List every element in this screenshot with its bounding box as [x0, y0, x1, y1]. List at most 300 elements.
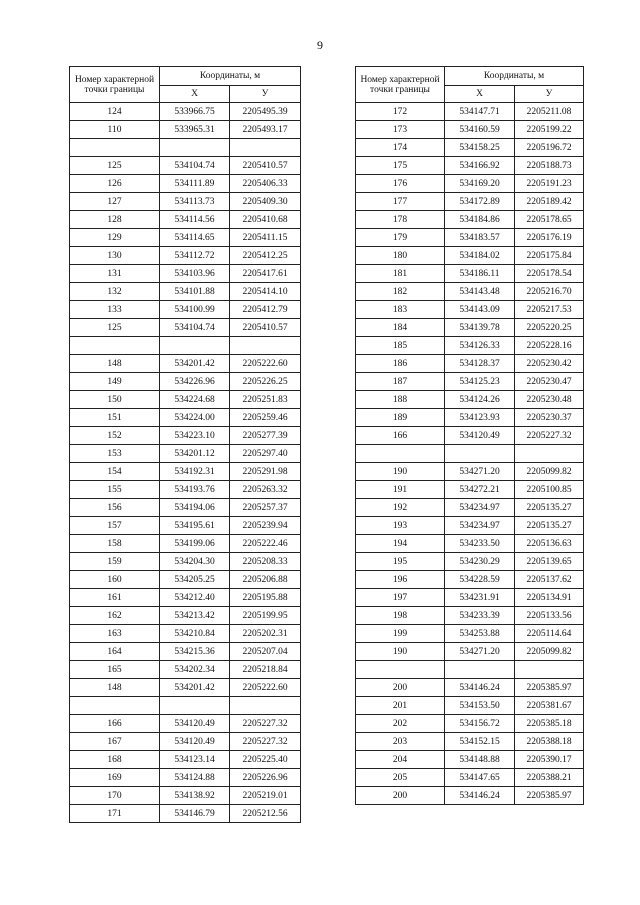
y-coordinate-cell: 2205388.21 — [515, 769, 584, 787]
y-coordinate-cell: 2205220.25 — [515, 319, 584, 337]
y-coordinate-cell: 2205176.19 — [515, 229, 584, 247]
point-number-cell: 131 — [70, 265, 160, 283]
table-row — [356, 193, 584, 211]
point-number-cell: 148 — [70, 679, 160, 697]
table-row — [70, 715, 301, 733]
y-coordinate-cell: 2205202.31 — [230, 625, 301, 643]
table-row — [70, 193, 301, 211]
point-number-cell: 192 — [356, 499, 445, 517]
y-coordinate-cell: 2205207.04 — [230, 643, 301, 661]
table-row — [70, 535, 301, 553]
table-body-right — [356, 103, 584, 805]
point-number-cell: 166 — [70, 715, 160, 733]
point-number-cell: 194 — [356, 535, 445, 553]
table-row — [70, 499, 301, 517]
y-coordinate-cell: 2205222.60 — [230, 355, 301, 373]
table-row — [356, 229, 584, 247]
y-coordinate-cell: 2205227.32 — [230, 715, 301, 733]
x-coordinate-cell: 534186.11 — [445, 265, 515, 283]
point-number-cell: 153 — [70, 445, 160, 463]
table-row — [356, 247, 584, 265]
table-row — [70, 391, 301, 409]
x-coordinate-cell: 534233.39 — [445, 607, 515, 625]
point-number-cell: 191 — [356, 481, 445, 499]
table-row — [356, 697, 584, 715]
x-coordinate-cell: 534201.12 — [160, 445, 230, 463]
x-coordinate-cell: 534143.48 — [445, 283, 515, 301]
point-number-cell: 187 — [356, 373, 445, 391]
y-coordinate-cell: 2205381.67 — [515, 697, 584, 715]
x-coordinate-cell: 534146.79 — [160, 805, 230, 823]
table-row — [356, 499, 584, 517]
table-row — [70, 463, 301, 481]
table-row — [70, 661, 301, 679]
point-number-cell: 190 — [356, 463, 445, 481]
y-coordinate-cell: 2205239.94 — [230, 517, 301, 535]
x-coordinate-cell: 534212.40 — [160, 589, 230, 607]
point-number-cell: 204 — [356, 751, 445, 769]
x-coordinate-cell: 534192.31 — [160, 463, 230, 481]
y-coordinate-cell: 2205139.65 — [515, 553, 584, 571]
point-number-cell: 201 — [356, 697, 445, 715]
y-coordinate-cell: 2205211.08 — [515, 103, 584, 121]
y-coordinate-cell: 2205175.84 — [515, 247, 584, 265]
table-row — [70, 103, 301, 121]
x-coordinate-cell: 534114.56 — [160, 211, 230, 229]
point-number-cell: 154 — [70, 463, 160, 481]
y-coordinate-cell: 2205257.37 — [230, 499, 301, 517]
x-coordinate-cell: 534199.06 — [160, 535, 230, 553]
y-coordinate-cell: 2205263.32 — [230, 481, 301, 499]
y-coordinate-cell: 2205414.10 — [230, 283, 301, 301]
x-coordinate-cell: 534146.24 — [445, 787, 515, 805]
y-coordinate-cell: 2205406.33 — [230, 175, 301, 193]
point-number-cell: 126 — [70, 175, 160, 193]
x-coordinate-cell: 534160.59 — [445, 121, 515, 139]
table-row — [70, 229, 301, 247]
point-number-cell: 151 — [70, 409, 160, 427]
y-coordinate-cell: 2205188.73 — [515, 157, 584, 175]
point-number-cell: 198 — [356, 607, 445, 625]
table-row — [356, 607, 584, 625]
point-number-cell: 168 — [70, 751, 160, 769]
y-coordinate-cell: 2205417.61 — [230, 265, 301, 283]
table-row — [356, 283, 584, 301]
x-coordinate-cell: 534166.92 — [445, 157, 515, 175]
x-coordinate-cell: 534223.10 — [160, 427, 230, 445]
table-row — [70, 553, 301, 571]
y-coordinate-cell: 2205385.97 — [515, 787, 584, 805]
table-row — [356, 139, 584, 157]
header-coordinates: Координаты, м — [160, 67, 301, 86]
table-row — [70, 787, 301, 805]
point-number-cell: 149 — [70, 373, 160, 391]
point-number-cell: 189 — [356, 409, 445, 427]
table-body-left — [70, 103, 301, 823]
table-row — [356, 733, 584, 751]
header-y: У — [230, 86, 301, 103]
y-coordinate-cell: 2205412.25 — [230, 247, 301, 265]
y-coordinate-cell: 2205191.23 — [515, 175, 584, 193]
x-coordinate-cell: 534231.91 — [445, 589, 515, 607]
point-number-cell: 195 — [356, 553, 445, 571]
x-coordinate-cell: 534205.25 — [160, 571, 230, 589]
x-coordinate-cell: 534158.25 — [445, 139, 515, 157]
point-number-cell: 163 — [70, 625, 160, 643]
point-number-cell — [70, 139, 160, 157]
y-coordinate-cell: 2205100.85 — [515, 481, 584, 499]
y-coordinate-cell: 2205114.64 — [515, 625, 584, 643]
x-coordinate-cell — [445, 445, 515, 463]
x-coordinate-cell: 534230.29 — [445, 553, 515, 571]
x-coordinate-cell: 534124.88 — [160, 769, 230, 787]
table-row — [356, 391, 584, 409]
y-coordinate-cell — [230, 697, 301, 715]
point-number-cell: 197 — [356, 589, 445, 607]
y-coordinate-cell: 2205219.01 — [230, 787, 301, 805]
x-coordinate-cell: 534123.93 — [445, 409, 515, 427]
point-number-cell: 188 — [356, 391, 445, 409]
point-number-cell: 173 — [356, 121, 445, 139]
x-coordinate-cell: 534224.00 — [160, 409, 230, 427]
point-number-cell: 181 — [356, 265, 445, 283]
table-row — [70, 319, 301, 337]
point-number-cell: 170 — [70, 787, 160, 805]
point-number-cell: 164 — [70, 643, 160, 661]
y-coordinate-cell: 2205134.91 — [515, 589, 584, 607]
table-row — [70, 571, 301, 589]
x-coordinate-cell: 534146.24 — [445, 679, 515, 697]
y-coordinate-cell: 2205388.18 — [515, 733, 584, 751]
y-coordinate-cell: 2205385.97 — [515, 679, 584, 697]
x-coordinate-cell: 534104.74 — [160, 157, 230, 175]
point-number-cell: 156 — [70, 499, 160, 517]
table-row — [356, 517, 584, 535]
y-coordinate-cell: 2205230.37 — [515, 409, 584, 427]
point-number-cell: 172 — [356, 103, 445, 121]
y-coordinate-cell: 2205230.48 — [515, 391, 584, 409]
y-coordinate-cell — [515, 445, 584, 463]
table-row — [356, 211, 584, 229]
x-coordinate-cell: 534123.14 — [160, 751, 230, 769]
point-number-cell: 167 — [70, 733, 160, 751]
table-row — [356, 445, 584, 463]
y-coordinate-cell: 2205410.68 — [230, 211, 301, 229]
y-coordinate-cell: 2205226.96 — [230, 769, 301, 787]
x-coordinate-cell — [160, 337, 230, 355]
table-row — [356, 337, 584, 355]
table-row — [356, 175, 584, 193]
x-coordinate-cell: 534234.97 — [445, 499, 515, 517]
x-coordinate-cell — [160, 139, 230, 157]
y-coordinate-cell: 2205137.62 — [515, 571, 584, 589]
x-coordinate-cell: 534224.68 — [160, 391, 230, 409]
y-coordinate-cell — [515, 661, 584, 679]
table-row — [356, 571, 584, 589]
y-coordinate-cell: 2205409.30 — [230, 193, 301, 211]
table-row — [70, 733, 301, 751]
x-coordinate-cell — [160, 697, 230, 715]
point-number-cell: 125 — [70, 157, 160, 175]
point-number-cell: 128 — [70, 211, 160, 229]
point-number-cell: 129 — [70, 229, 160, 247]
x-coordinate-cell: 534124.26 — [445, 391, 515, 409]
y-coordinate-cell: 2205291.98 — [230, 463, 301, 481]
table-row — [356, 643, 584, 661]
x-coordinate-cell: 534103.96 — [160, 265, 230, 283]
x-coordinate-cell — [445, 661, 515, 679]
y-coordinate-cell: 2205297.40 — [230, 445, 301, 463]
header-y: У — [515, 86, 584, 103]
table-row — [356, 319, 584, 337]
table-row — [356, 751, 584, 769]
x-coordinate-cell: 534213.42 — [160, 607, 230, 625]
coordinates-table-right — [355, 66, 584, 805]
y-coordinate-cell: 2205226.25 — [230, 373, 301, 391]
x-coordinate-cell: 534153.50 — [445, 697, 515, 715]
y-coordinate-cell: 2205178.54 — [515, 265, 584, 283]
y-coordinate-cell: 2205196.72 — [515, 139, 584, 157]
point-number-cell: 205 — [356, 769, 445, 787]
point-number-cell: 185 — [356, 337, 445, 355]
point-number-cell: 175 — [356, 157, 445, 175]
y-coordinate-cell: 2205259.46 — [230, 409, 301, 427]
y-coordinate-cell: 2205412.79 — [230, 301, 301, 319]
point-number-cell: 169 — [70, 769, 160, 787]
x-coordinate-cell: 534120.49 — [160, 733, 230, 751]
table-row — [356, 373, 584, 391]
coordinates-table-left — [69, 66, 301, 823]
y-coordinate-cell: 2205208.33 — [230, 553, 301, 571]
x-coordinate-cell: 534253.88 — [445, 625, 515, 643]
table-row — [70, 247, 301, 265]
x-coordinate-cell: 534210.84 — [160, 625, 230, 643]
point-number-cell: 199 — [356, 625, 445, 643]
point-number-cell: 196 — [356, 571, 445, 589]
table-row — [356, 265, 584, 283]
x-coordinate-cell: 534143.09 — [445, 301, 515, 319]
point-number-cell: 127 — [70, 193, 160, 211]
point-number-cell: 193 — [356, 517, 445, 535]
table-row — [70, 373, 301, 391]
x-coordinate-cell: 534112.72 — [160, 247, 230, 265]
point-number-cell: 179 — [356, 229, 445, 247]
x-coordinate-cell: 534184.02 — [445, 247, 515, 265]
x-coordinate-cell: 533966.75 — [160, 103, 230, 121]
point-number-cell: 152 — [70, 427, 160, 445]
y-coordinate-cell: 2205212.56 — [230, 805, 301, 823]
point-number-cell: 162 — [70, 607, 160, 625]
table-row — [70, 769, 301, 787]
table-row — [70, 481, 301, 499]
point-number-cell: 130 — [70, 247, 160, 265]
point-number-cell: 148 — [70, 355, 160, 373]
x-coordinate-cell: 534172.89 — [445, 193, 515, 211]
x-coordinate-cell: 534148.88 — [445, 751, 515, 769]
table-row — [70, 265, 301, 283]
point-number-cell: 200 — [356, 787, 445, 805]
point-number-cell: 176 — [356, 175, 445, 193]
point-number-cell: 203 — [356, 733, 445, 751]
point-number-cell: 202 — [356, 715, 445, 733]
point-number-cell — [356, 661, 445, 679]
y-coordinate-cell: 2205189.42 — [515, 193, 584, 211]
table-row — [70, 607, 301, 625]
point-number-cell: 182 — [356, 283, 445, 301]
y-coordinate-cell: 2205199.22 — [515, 121, 584, 139]
table-row — [70, 337, 301, 355]
table-row — [356, 409, 584, 427]
y-coordinate-cell: 2205135.27 — [515, 517, 584, 535]
y-coordinate-cell: 2205251.83 — [230, 391, 301, 409]
table-row — [70, 517, 301, 535]
y-coordinate-cell: 2205222.60 — [230, 679, 301, 697]
table-row — [356, 715, 584, 733]
point-number-cell: 178 — [356, 211, 445, 229]
x-coordinate-cell: 534233.50 — [445, 535, 515, 553]
x-coordinate-cell: 534126.33 — [445, 337, 515, 355]
x-coordinate-cell: 534201.42 — [160, 355, 230, 373]
x-coordinate-cell: 534234.97 — [445, 517, 515, 535]
point-number-cell: 125 — [70, 319, 160, 337]
header-coordinates: Координаты, м — [445, 67, 584, 86]
table-row — [70, 625, 301, 643]
header-x: X — [445, 86, 515, 103]
x-coordinate-cell: 534183.57 — [445, 229, 515, 247]
table-row — [70, 805, 301, 823]
table-row — [70, 427, 301, 445]
y-coordinate-cell: 2205216.70 — [515, 283, 584, 301]
table-row — [70, 283, 301, 301]
table-row — [356, 679, 584, 697]
x-coordinate-cell: 534104.74 — [160, 319, 230, 337]
y-coordinate-cell: 2205178.65 — [515, 211, 584, 229]
point-number-cell: 110 — [70, 121, 160, 139]
point-number-cell: 166 — [356, 427, 445, 445]
y-coordinate-cell: 2205217.53 — [515, 301, 584, 319]
point-number-cell: 184 — [356, 319, 445, 337]
x-coordinate-cell: 534228.59 — [445, 571, 515, 589]
point-number-cell: 124 — [70, 103, 160, 121]
table-row — [70, 211, 301, 229]
x-coordinate-cell: 534272.21 — [445, 481, 515, 499]
y-coordinate-cell: 2205411.15 — [230, 229, 301, 247]
x-coordinate-cell: 534120.49 — [445, 427, 515, 445]
x-coordinate-cell: 534204.30 — [160, 553, 230, 571]
x-coordinate-cell: 534195.61 — [160, 517, 230, 535]
y-coordinate-cell: 2205230.42 — [515, 355, 584, 373]
header-point-number: Номер характерной точки границы — [70, 67, 160, 103]
y-coordinate-cell: 2205099.82 — [515, 643, 584, 661]
x-coordinate-cell: 533965.31 — [160, 121, 230, 139]
x-coordinate-cell: 534147.71 — [445, 103, 515, 121]
x-coordinate-cell: 534271.20 — [445, 643, 515, 661]
x-coordinate-cell: 534271.20 — [445, 463, 515, 481]
table-row — [356, 121, 584, 139]
table-row — [356, 769, 584, 787]
y-coordinate-cell: 2205227.32 — [515, 427, 584, 445]
x-coordinate-cell: 534101.88 — [160, 283, 230, 301]
table-row — [356, 625, 584, 643]
point-number-cell: 183 — [356, 301, 445, 319]
y-coordinate-cell: 2205135.27 — [515, 499, 584, 517]
table-row — [70, 445, 301, 463]
point-number-cell — [70, 337, 160, 355]
table-row — [70, 589, 301, 607]
x-coordinate-cell: 534100.99 — [160, 301, 230, 319]
table-row — [356, 355, 584, 373]
x-coordinate-cell: 534169.20 — [445, 175, 515, 193]
table-row — [70, 355, 301, 373]
x-coordinate-cell: 534156.72 — [445, 715, 515, 733]
table-row — [356, 535, 584, 553]
point-number-cell: 157 — [70, 517, 160, 535]
table-row — [70, 679, 301, 697]
y-coordinate-cell: 2205385.18 — [515, 715, 584, 733]
point-number-cell: 161 — [70, 589, 160, 607]
table-row — [70, 157, 301, 175]
x-coordinate-cell: 534138.92 — [160, 787, 230, 805]
y-coordinate-cell — [230, 139, 301, 157]
y-coordinate-cell: 2205493.17 — [230, 121, 301, 139]
table-row — [70, 643, 301, 661]
y-coordinate-cell — [230, 337, 301, 355]
x-coordinate-cell: 534114.65 — [160, 229, 230, 247]
table-row — [70, 697, 301, 715]
table-row — [356, 589, 584, 607]
table-row — [70, 409, 301, 427]
table-row — [70, 175, 301, 193]
x-coordinate-cell: 534113.73 — [160, 193, 230, 211]
table-row — [70, 121, 301, 139]
y-coordinate-cell: 2205230.47 — [515, 373, 584, 391]
header-point-number: Номер характерной точки границы — [356, 67, 445, 103]
point-number-cell: 177 — [356, 193, 445, 211]
point-number-cell — [70, 697, 160, 715]
table-row — [356, 301, 584, 319]
table-row — [356, 553, 584, 571]
x-coordinate-cell: 534184.86 — [445, 211, 515, 229]
point-number-cell: 132 — [70, 283, 160, 301]
point-number-cell: 155 — [70, 481, 160, 499]
x-coordinate-cell: 534194.06 — [160, 499, 230, 517]
y-coordinate-cell: 2205227.32 — [230, 733, 301, 751]
point-number-cell: 165 — [70, 661, 160, 679]
point-number-cell: 133 — [70, 301, 160, 319]
y-coordinate-cell: 2205206.88 — [230, 571, 301, 589]
table-row — [356, 481, 584, 499]
x-coordinate-cell: 534139.78 — [445, 319, 515, 337]
x-coordinate-cell: 534152.15 — [445, 733, 515, 751]
point-number-cell: 158 — [70, 535, 160, 553]
point-number-cell: 171 — [70, 805, 160, 823]
table-row — [356, 661, 584, 679]
y-coordinate-cell: 2205495.39 — [230, 103, 301, 121]
point-number-cell — [356, 445, 445, 463]
table-row — [70, 301, 301, 319]
point-number-cell: 159 — [70, 553, 160, 571]
y-coordinate-cell: 2205133.56 — [515, 607, 584, 625]
point-number-cell: 190 — [356, 643, 445, 661]
table-row — [356, 427, 584, 445]
x-coordinate-cell: 534120.49 — [160, 715, 230, 733]
point-number-cell: 160 — [70, 571, 160, 589]
header-x: X — [160, 86, 230, 103]
x-coordinate-cell: 534111.89 — [160, 175, 230, 193]
y-coordinate-cell: 2205195.88 — [230, 589, 301, 607]
y-coordinate-cell: 2205390.17 — [515, 751, 584, 769]
y-coordinate-cell: 2205099.82 — [515, 463, 584, 481]
